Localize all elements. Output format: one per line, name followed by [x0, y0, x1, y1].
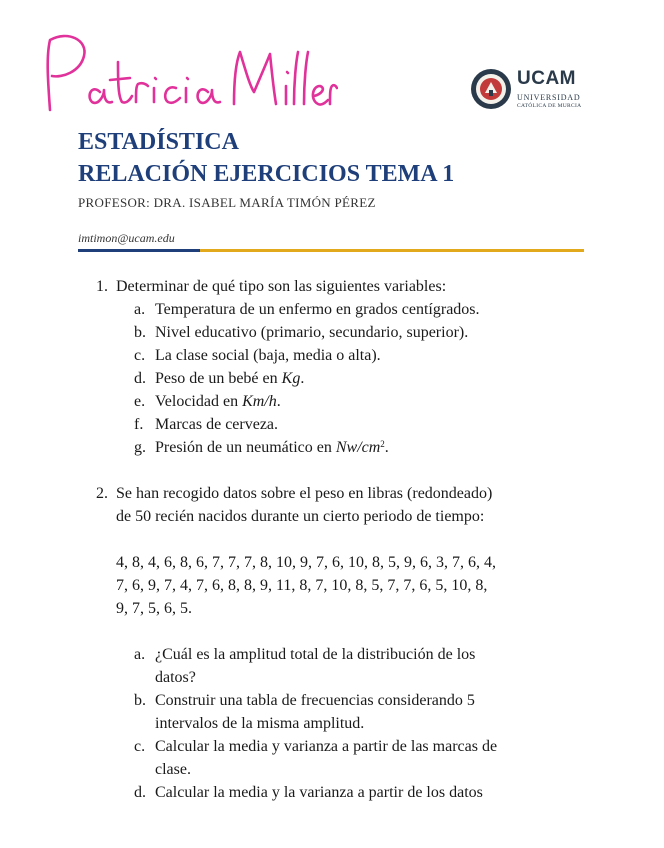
question-text: Determinar de qué tipo son las siguientes variables:: [116, 278, 447, 295]
header-divider: [78, 249, 584, 252]
signature-drawing: [38, 22, 338, 122]
data-values-line: 9, 7, 5, 6, 5.: [116, 600, 192, 617]
list-item-continued: datos?: [155, 669, 196, 686]
logo-wordmark: UCAM: [517, 68, 576, 89]
list-item: a. Temperatura de un enfermo en grados centígrados.: [134, 301, 480, 318]
list-item-continued: clase.: [155, 761, 191, 778]
question-number: 2.: [96, 485, 108, 502]
divider-blue-segment: [78, 249, 200, 252]
question-1: [96, 275, 596, 298]
list-item: d. Peso de un bebé en Kg.: [134, 370, 305, 387]
unit: Kg: [281, 370, 301, 387]
data-values-line: 7, 6, 9, 7, 4, 7, 6, 8, 8, 9, 11, 8, 7, 10, 8, 5, 7, 7, 6, 5, 10, 8,: [116, 577, 488, 594]
question-text-continued: de 50 recién nacidos durante un cierto periodo de tiempo:: [116, 508, 485, 525]
divider-gold-segment: [200, 249, 584, 252]
question-text: Se han recogido datos sobre el peso en libras (redondeado): [116, 485, 493, 502]
title-line-1: ESTADÍSTICA: [78, 129, 239, 155]
exercise-list: [96, 275, 596, 804]
list-item-continued: intervalos de la misma amplitud.: [155, 715, 365, 732]
list-item: b. Construir una tabla de frecuencias considerando 5: [134, 692, 475, 709]
logo-subtitle-2: CATÓLICA DE MURCIA: [517, 103, 582, 109]
unit: Nw/cm: [335, 439, 381, 456]
document-title: [78, 126, 454, 190]
title-line-2: RELACIÓN EJERCICIOS TEMA 1: [78, 161, 455, 187]
professor-email: imtimon@ucam.edu: [78, 231, 175, 245]
logo-subtitle-1: UNIVERSIDAD: [517, 93, 581, 102]
list-item: c. Calcular la media y varianza a partir de las marcas de: [134, 738, 498, 755]
professor-name: PROFESOR: DRA. ISABEL MARÍA TIMÓN PÉREZ: [78, 195, 376, 210]
list-item: f. Marcas de cerveza.: [134, 416, 279, 433]
list-item: e. Velocidad en Km/h.: [134, 393, 281, 410]
ucam-logo: [470, 66, 590, 122]
list-item: a. ¿Cuál es la amplitud total de la distribución de los: [134, 646, 476, 663]
data-values-line: 4, 8, 4, 6, 8, 6, 7, 7, 7, 8, 10, 9, 7, 6, 10, 8, 5, 9, 6, 3, 7, 6, 4,: [116, 554, 496, 571]
ucam-seal-icon: [470, 68, 512, 110]
question-2: [96, 482, 596, 505]
unit-exponent: 2: [380, 439, 385, 449]
list-item: d. Calcular la media y la varianza a partir de los datos: [134, 784, 483, 801]
handwritten-signature: [38, 22, 338, 122]
question-number: 1.: [96, 278, 108, 295]
list-item: g. Presión de un neumático en $Nw/cm^2$.: [134, 439, 389, 456]
list-item: b. Nivel educativo (primario, secundario, superior).: [134, 324, 469, 341]
unit: Km/h: [242, 393, 277, 410]
list-item: c. La clase social (baja, media o alta).: [134, 347, 381, 364]
